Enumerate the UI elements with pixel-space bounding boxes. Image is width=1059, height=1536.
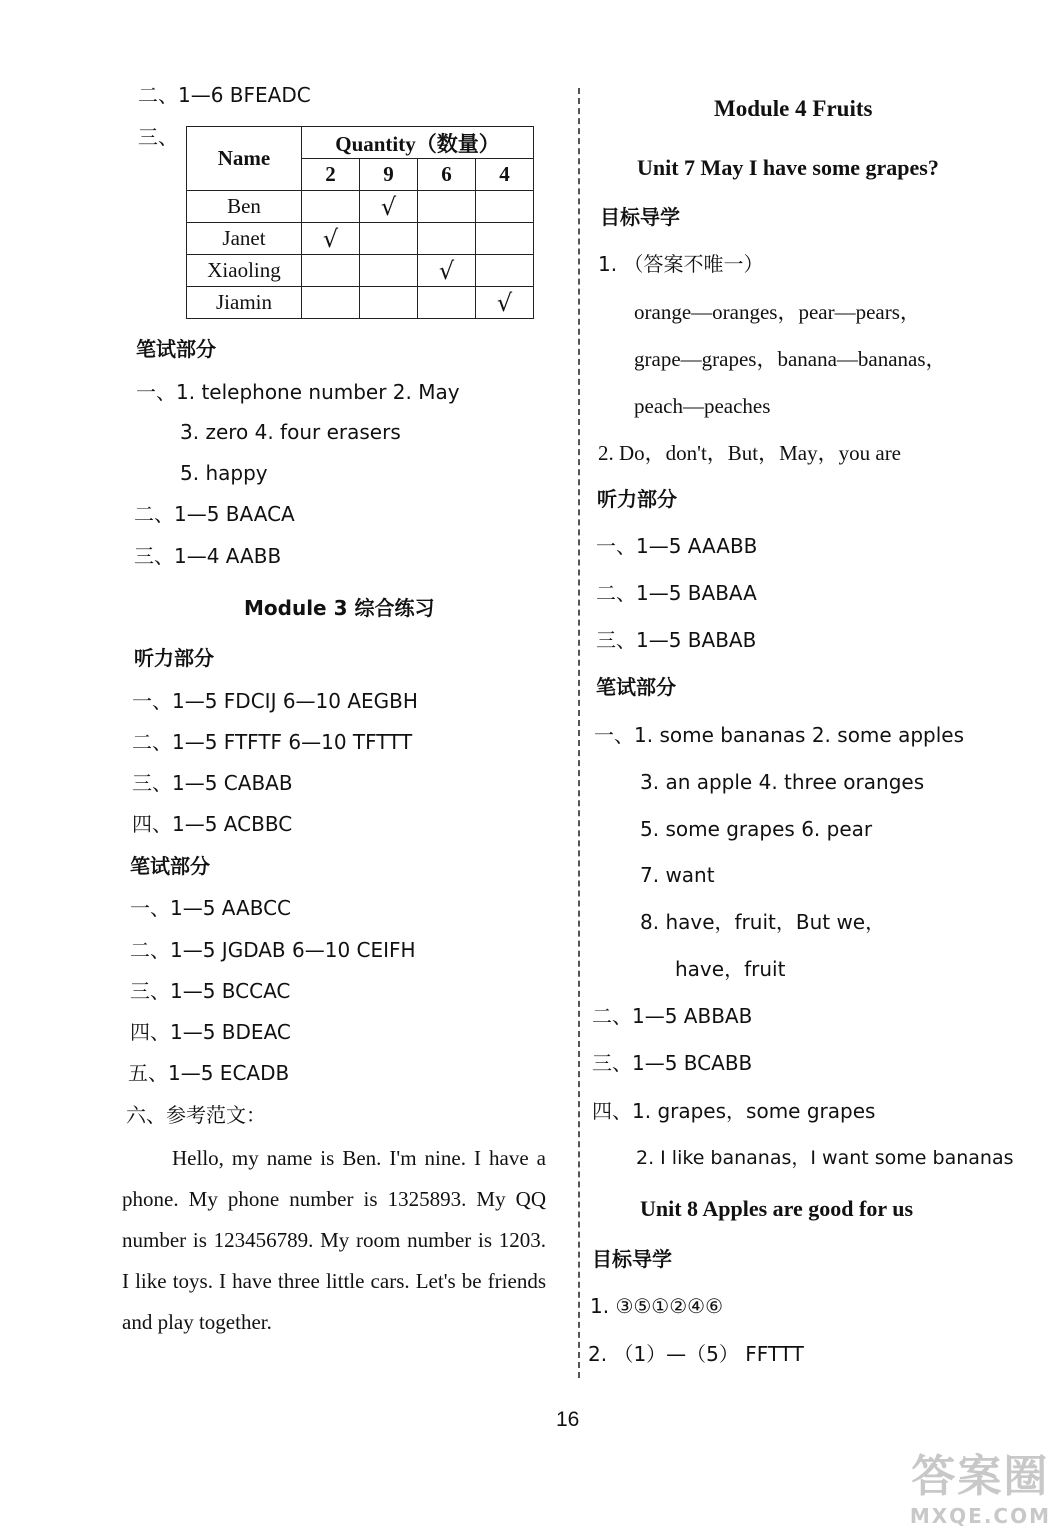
answer-line: orange—oranges，pear—pears， xyxy=(634,300,921,324)
answer-line: 2. I like bananas，I want some bananas xyxy=(636,1147,1014,1169)
section-heading: 笔试部分 xyxy=(136,337,216,361)
col-header: 6 xyxy=(418,159,476,191)
page-number: 16 xyxy=(556,1408,580,1431)
check-cell xyxy=(302,287,360,319)
check-cell xyxy=(476,255,534,287)
answer-line: 三、1—5 BABAB xyxy=(596,628,757,652)
answer-line: 二、1—5 JGDAB 6—10 CEIFH xyxy=(130,938,416,962)
answer-line: 六、参考范文： xyxy=(126,1103,266,1127)
answer-line: 三、1—5 CABAB xyxy=(132,771,293,795)
col-header: 9 xyxy=(360,159,418,191)
answer-line: 8. have，fruit，But we， xyxy=(640,910,886,934)
watermark-logo xyxy=(910,1440,1051,1528)
answer-line: 二、1—5 FTFTF 6—10 TFTTT xyxy=(132,730,413,754)
answer-line: 1. ③⑤①②④⑥ xyxy=(590,1294,724,1318)
unit-7-title: Unit 7 May I have some grapes? xyxy=(637,155,939,180)
answer-line: 一、1—5 FDCIJ 6—10 AEGBH xyxy=(132,689,418,713)
answer-line: 四、1. grapes，some grapes xyxy=(592,1099,876,1123)
section-heading: 听力部分 xyxy=(134,646,214,670)
check-cell xyxy=(418,287,476,319)
check-cell xyxy=(476,223,534,255)
answer-line: peach—peaches xyxy=(634,394,771,418)
module-4-title: Module 4 Fruits xyxy=(714,96,873,121)
col-header: 2 xyxy=(302,159,360,191)
section-heading: 笔试部分 xyxy=(596,675,676,699)
watermark-text: 答案圈 xyxy=(911,1451,1050,1502)
answer-line: 2. Do，don't，But，May，you are xyxy=(598,441,902,465)
answer-line: 三、1—4 AABB xyxy=(134,544,282,568)
check-cell xyxy=(360,255,418,287)
check-cell xyxy=(418,223,476,255)
answer-line: 一、1—5 AABCC xyxy=(130,896,292,920)
row-name: Ben xyxy=(187,191,302,223)
answer-line: 1. （答案不唯一） xyxy=(598,252,764,276)
watermark-url: MXQE.COM xyxy=(909,1504,1051,1528)
row-name: Janet xyxy=(187,223,302,255)
answer-line: 二、1—5 ABBAB xyxy=(592,1004,753,1028)
check-cell: √ xyxy=(476,287,534,319)
sample-essay: Hello, my name is Ben. I'm nine. I have a phone. My phone number is 1325893. My QQ number is 123456789. My room number is 1203. I like toys. I have three little cars. Let's be friends and play together. xyxy=(122,1146,546,1334)
name-header: Name xyxy=(187,127,302,191)
section-heading: 笔试部分 xyxy=(130,854,210,878)
check-cell xyxy=(476,191,534,223)
answer-line: 3. an apple 4. three oranges xyxy=(640,770,925,794)
table-row xyxy=(187,223,534,255)
answer-line: 5. happy xyxy=(180,461,268,485)
answer-line: 7. want xyxy=(640,863,715,887)
answer-line: have，fruit xyxy=(675,957,786,981)
answer-line: 二、1—5 BAACA xyxy=(134,502,295,526)
section-heading: 目标导学 xyxy=(600,205,680,229)
module-3-title: Module 3 综合练习 xyxy=(244,596,435,620)
unit-8-title: Unit 8 Apples are good for us xyxy=(640,1196,914,1221)
answer-line: 一、1. some bananas 2. some apples xyxy=(594,723,964,747)
quantity-header: Quantity（数量） xyxy=(302,127,534,159)
row-name: Xiaoling xyxy=(187,255,302,287)
answer-line: 二、1—5 BABAA xyxy=(596,581,757,605)
check-cell: √ xyxy=(360,191,418,223)
col-header: 4 xyxy=(476,159,534,191)
answer-line: 5. some grapes 6. pear xyxy=(640,817,873,841)
check-cell: √ xyxy=(302,223,360,255)
check-cell xyxy=(360,223,418,255)
answer-line: 3. zero 4. four erasers xyxy=(180,420,401,444)
table-row xyxy=(187,287,534,319)
quantity-table xyxy=(186,126,534,319)
answer-line: 四、1—5 ACBBC xyxy=(132,812,293,836)
column-divider xyxy=(578,88,580,1378)
answer-line: 五、1—5 ECADB xyxy=(128,1061,290,1085)
check-cell xyxy=(302,255,360,287)
answer-line: 四、1—5 BDEAC xyxy=(130,1020,291,1044)
check-cell xyxy=(418,191,476,223)
answer-line: 一、1. telephone number 2. May xyxy=(136,380,460,404)
answer-line: grape—grapes，banana—bananas， xyxy=(634,347,947,371)
row-name: Jiamin xyxy=(187,287,302,319)
answer-line: 三、1—5 BCABB xyxy=(592,1051,753,1075)
section-heading: 目标导学 xyxy=(592,1247,672,1271)
answer-line: 一、1—5 AAABB xyxy=(596,534,758,558)
check-cell xyxy=(360,287,418,319)
answer-line: 三、1—5 BCCAC xyxy=(130,979,291,1003)
section-label: 三、 xyxy=(138,125,178,149)
check-cell xyxy=(302,191,360,223)
check-cell: √ xyxy=(418,255,476,287)
table-row xyxy=(187,191,534,223)
answer-line: 二、1—6 BFEADC xyxy=(138,83,311,107)
answer-line: 2. （1）—（5） FFTTT xyxy=(588,1342,804,1366)
section-heading: 听力部分 xyxy=(597,487,677,511)
table-row xyxy=(187,255,534,287)
